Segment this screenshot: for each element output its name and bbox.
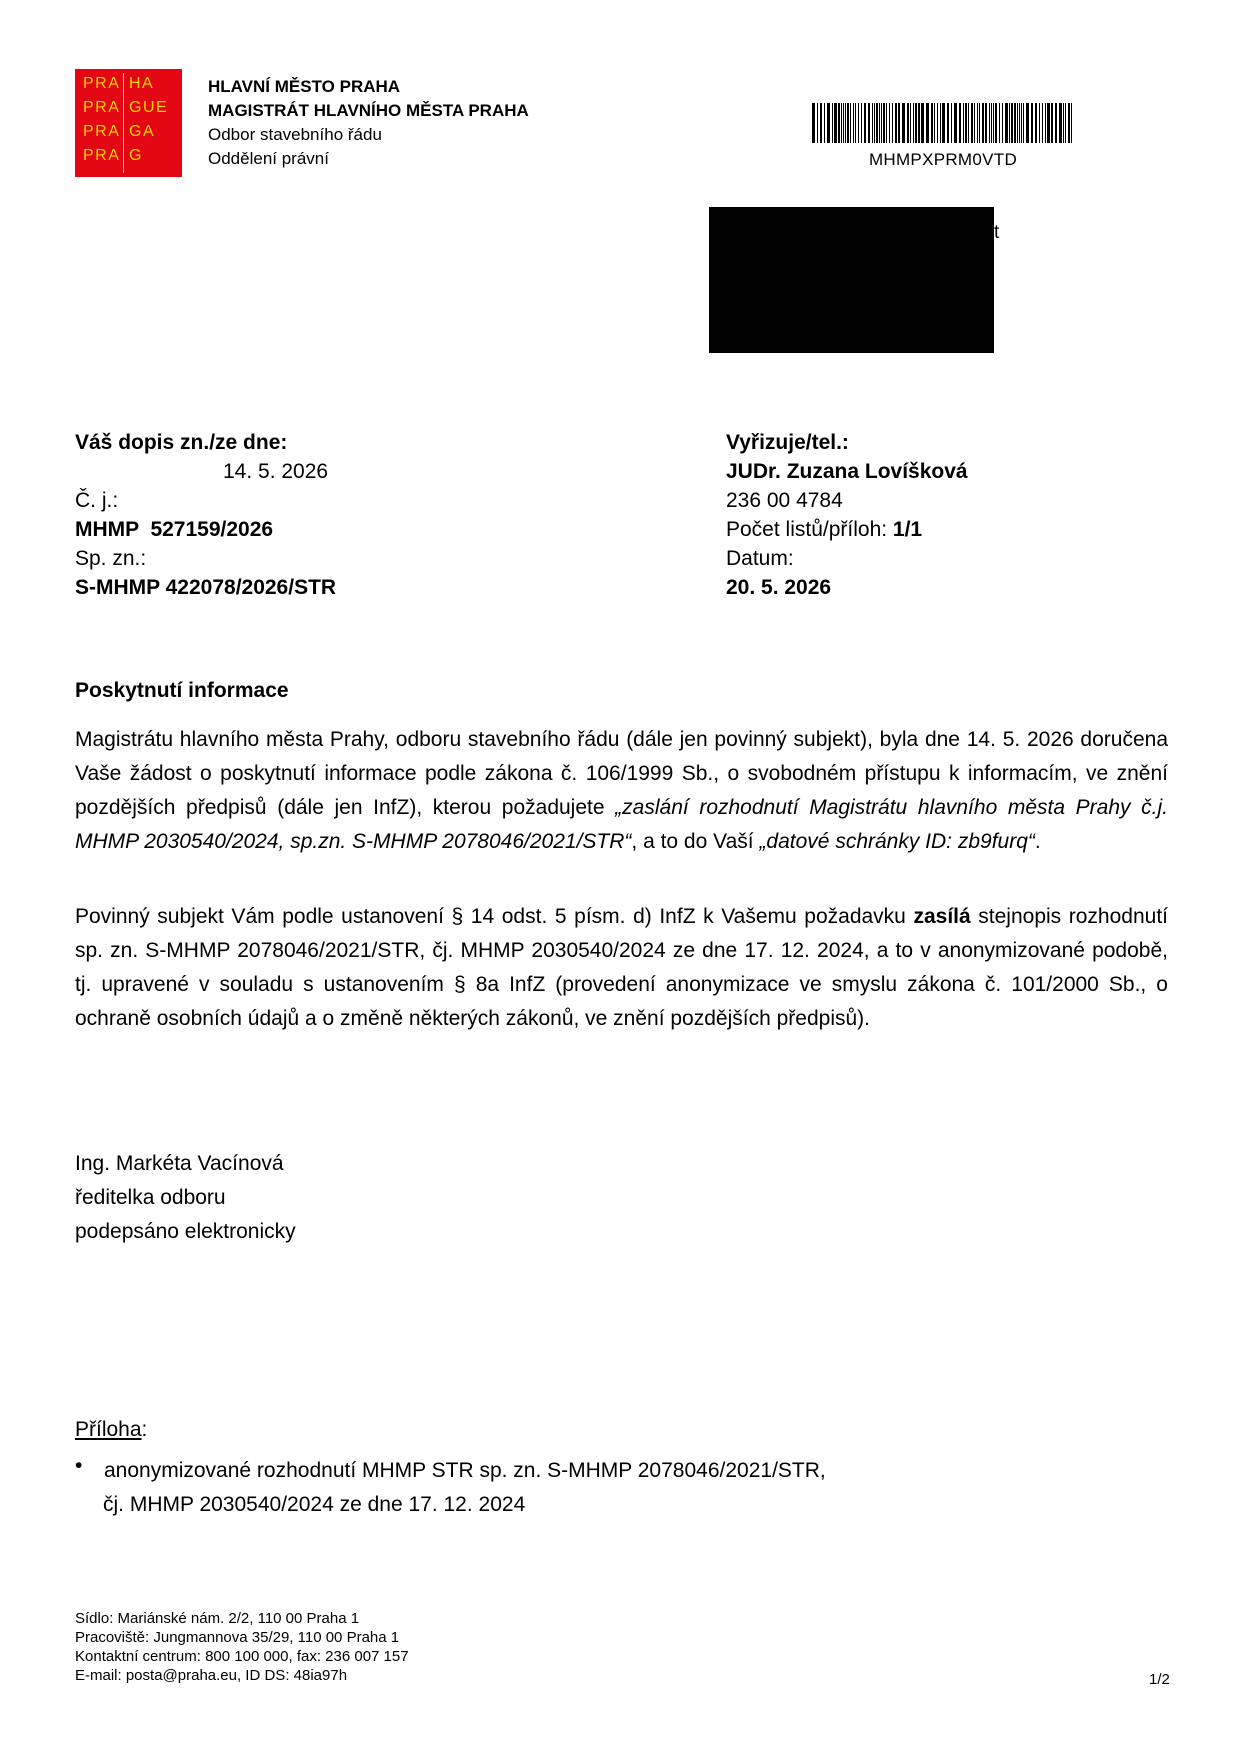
- barcode-image: [812, 103, 1074, 143]
- sheet-count: [726, 515, 922, 544]
- handler-phone: 236 00 4784: [726, 489, 843, 512]
- date-value: 20. 5. 2026: [726, 576, 832, 599]
- quoted-databox: „datové schránky ID: zb9furq“: [759, 830, 1035, 853]
- cj-label: Č. j.:: [75, 489, 119, 512]
- handler-name: JUDr. Zuzana Lovíšková: [726, 460, 968, 483]
- cj-value: MHMP 527159/2026: [75, 518, 274, 541]
- header-magistrate: MAGISTRÁT HLAVNÍHO MĚSTA PRAHA: [208, 101, 529, 120]
- logo-text: HA: [129, 75, 155, 92]
- footer-line: Sídlo: Mariánské nám. 2/2, 110 00 Praha 1: [75, 1610, 360, 1627]
- bullet-icon: •: [75, 1454, 83, 1477]
- text-span: .: [1034, 830, 1041, 853]
- logo-text: GUE: [129, 99, 169, 116]
- sheet-count-label: Počet listů/příloh:: [726, 518, 893, 541]
- signatory-role: ředitelka odboru: [75, 1186, 226, 1209]
- letter-subject: Poskytnutí informace: [75, 679, 289, 702]
- text-span: stejnopis rozhodnutí sp. zn. S-MHMP 2078046/2021/STR, čj. MHMP 2030540/2024 ze dne 17. 12. 2024, a to v anonymizované podobě, tj. upravené v souladu s ustanovením § 8a InfZ (provedení anonymizace ve smyslu zákona č. 101/2000 Sb., o ochraně osobních údajů a o změně některých zákonů, ve znění pozdějších předpisů).: [75, 905, 1168, 1030]
- signatory-name: Ing. Markéta Vacínová: [75, 1152, 284, 1175]
- date-label: Datum:: [726, 547, 794, 570]
- footer-line: E-mail: posta@praha.eu, ID DS: 48ia97h: [75, 1667, 348, 1684]
- attachment-heading-text: Příloha: [75, 1418, 142, 1441]
- redacted-recipient-address: [709, 207, 994, 353]
- logo-row: [75, 147, 182, 171]
- footer-line: Kontaktní centrum: 800 100 000, fax: 236 007 157: [75, 1648, 409, 1665]
- footer-line: Pracoviště: Jungmannova 35/29, 110 00 Praha 1: [75, 1629, 400, 1646]
- your-letter-date: 14. 5. 2026: [223, 460, 329, 483]
- attachment-heading-colon: :: [141, 1418, 148, 1441]
- header-section: Oddělení právní: [208, 149, 329, 168]
- signature-note: podepsáno elektronicky: [75, 1220, 296, 1243]
- emphasis-word: zasílá: [913, 905, 971, 928]
- logo-text: PRA: [83, 123, 121, 140]
- attachment-line: anonymizované rozhodnutí MHMP STR sp. zn. S-MHMP 2078046/2021/STR,: [104, 1459, 826, 1482]
- sheet-count-value: 1/1: [892, 518, 923, 541]
- barcode-text: MHMPXPRM0VTD: [868, 150, 1018, 169]
- handler-label: Vyřizuje/tel.:: [726, 431, 849, 454]
- footer-address: [75, 1609, 409, 1685]
- quoted-request: „zaslání rozhodnutí Magistrátu hlavního města Prahy č.j. MHMP 2030540/2024, sp.zn. S-MHMP 2078046/2021/STR“: [75, 796, 1168, 853]
- text-span: , a to do Vaší: [631, 830, 760, 853]
- logo-text: PRA: [83, 99, 121, 116]
- spzn-value: S-MHMP 422078/2026/STR: [75, 576, 337, 599]
- logo-row: [75, 75, 182, 99]
- header-city: HLAVNÍ MĚSTO PRAHA: [208, 77, 401, 96]
- page-number: 1/2: [1149, 1671, 1170, 1688]
- logo-text: G: [129, 147, 143, 164]
- text-span: Povinný subjekt Vám podle ustanovení § 14 odst. 5 písm. d) InfZ k Vašemu požadavku: [75, 905, 914, 928]
- spzn-label: Sp. zn.:: [75, 547, 147, 570]
- paragraph-response: [75, 900, 1168, 1036]
- your-letter-label: Váš dopis zn./ze dne:: [75, 431, 288, 454]
- attachment-heading: [75, 1418, 147, 1442]
- redacted-fragment: t: [994, 222, 1000, 243]
- praha-logo: [75, 69, 182, 177]
- logo-text: GA: [129, 123, 156, 140]
- text-span: Magistrátu hlavního města Prahy, odboru stavebního řádu (dále jen povinný subjekt), byla dne 14. 5. 2026 doručena Vaše žádost o poskytnutí informace podle zákona č. 106/1999 Sb., o svobodném přístupu k informacím, ve znění pozdějších předpisů (dále jen InfZ), kterou požadujete: [75, 728, 1168, 819]
- header-department: Odbor stavebního řádu: [208, 125, 382, 144]
- logo-row: [75, 99, 182, 123]
- attachment-item: [104, 1454, 1004, 1522]
- paragraph-request: [75, 723, 1168, 859]
- logo-text: PRA: [83, 147, 121, 164]
- logo-row: [75, 123, 182, 147]
- logo-text: PRA: [83, 75, 121, 92]
- attachment-line: čj. MHMP 2030540/2024 ze dne 17. 12. 2024: [103, 1493, 526, 1516]
